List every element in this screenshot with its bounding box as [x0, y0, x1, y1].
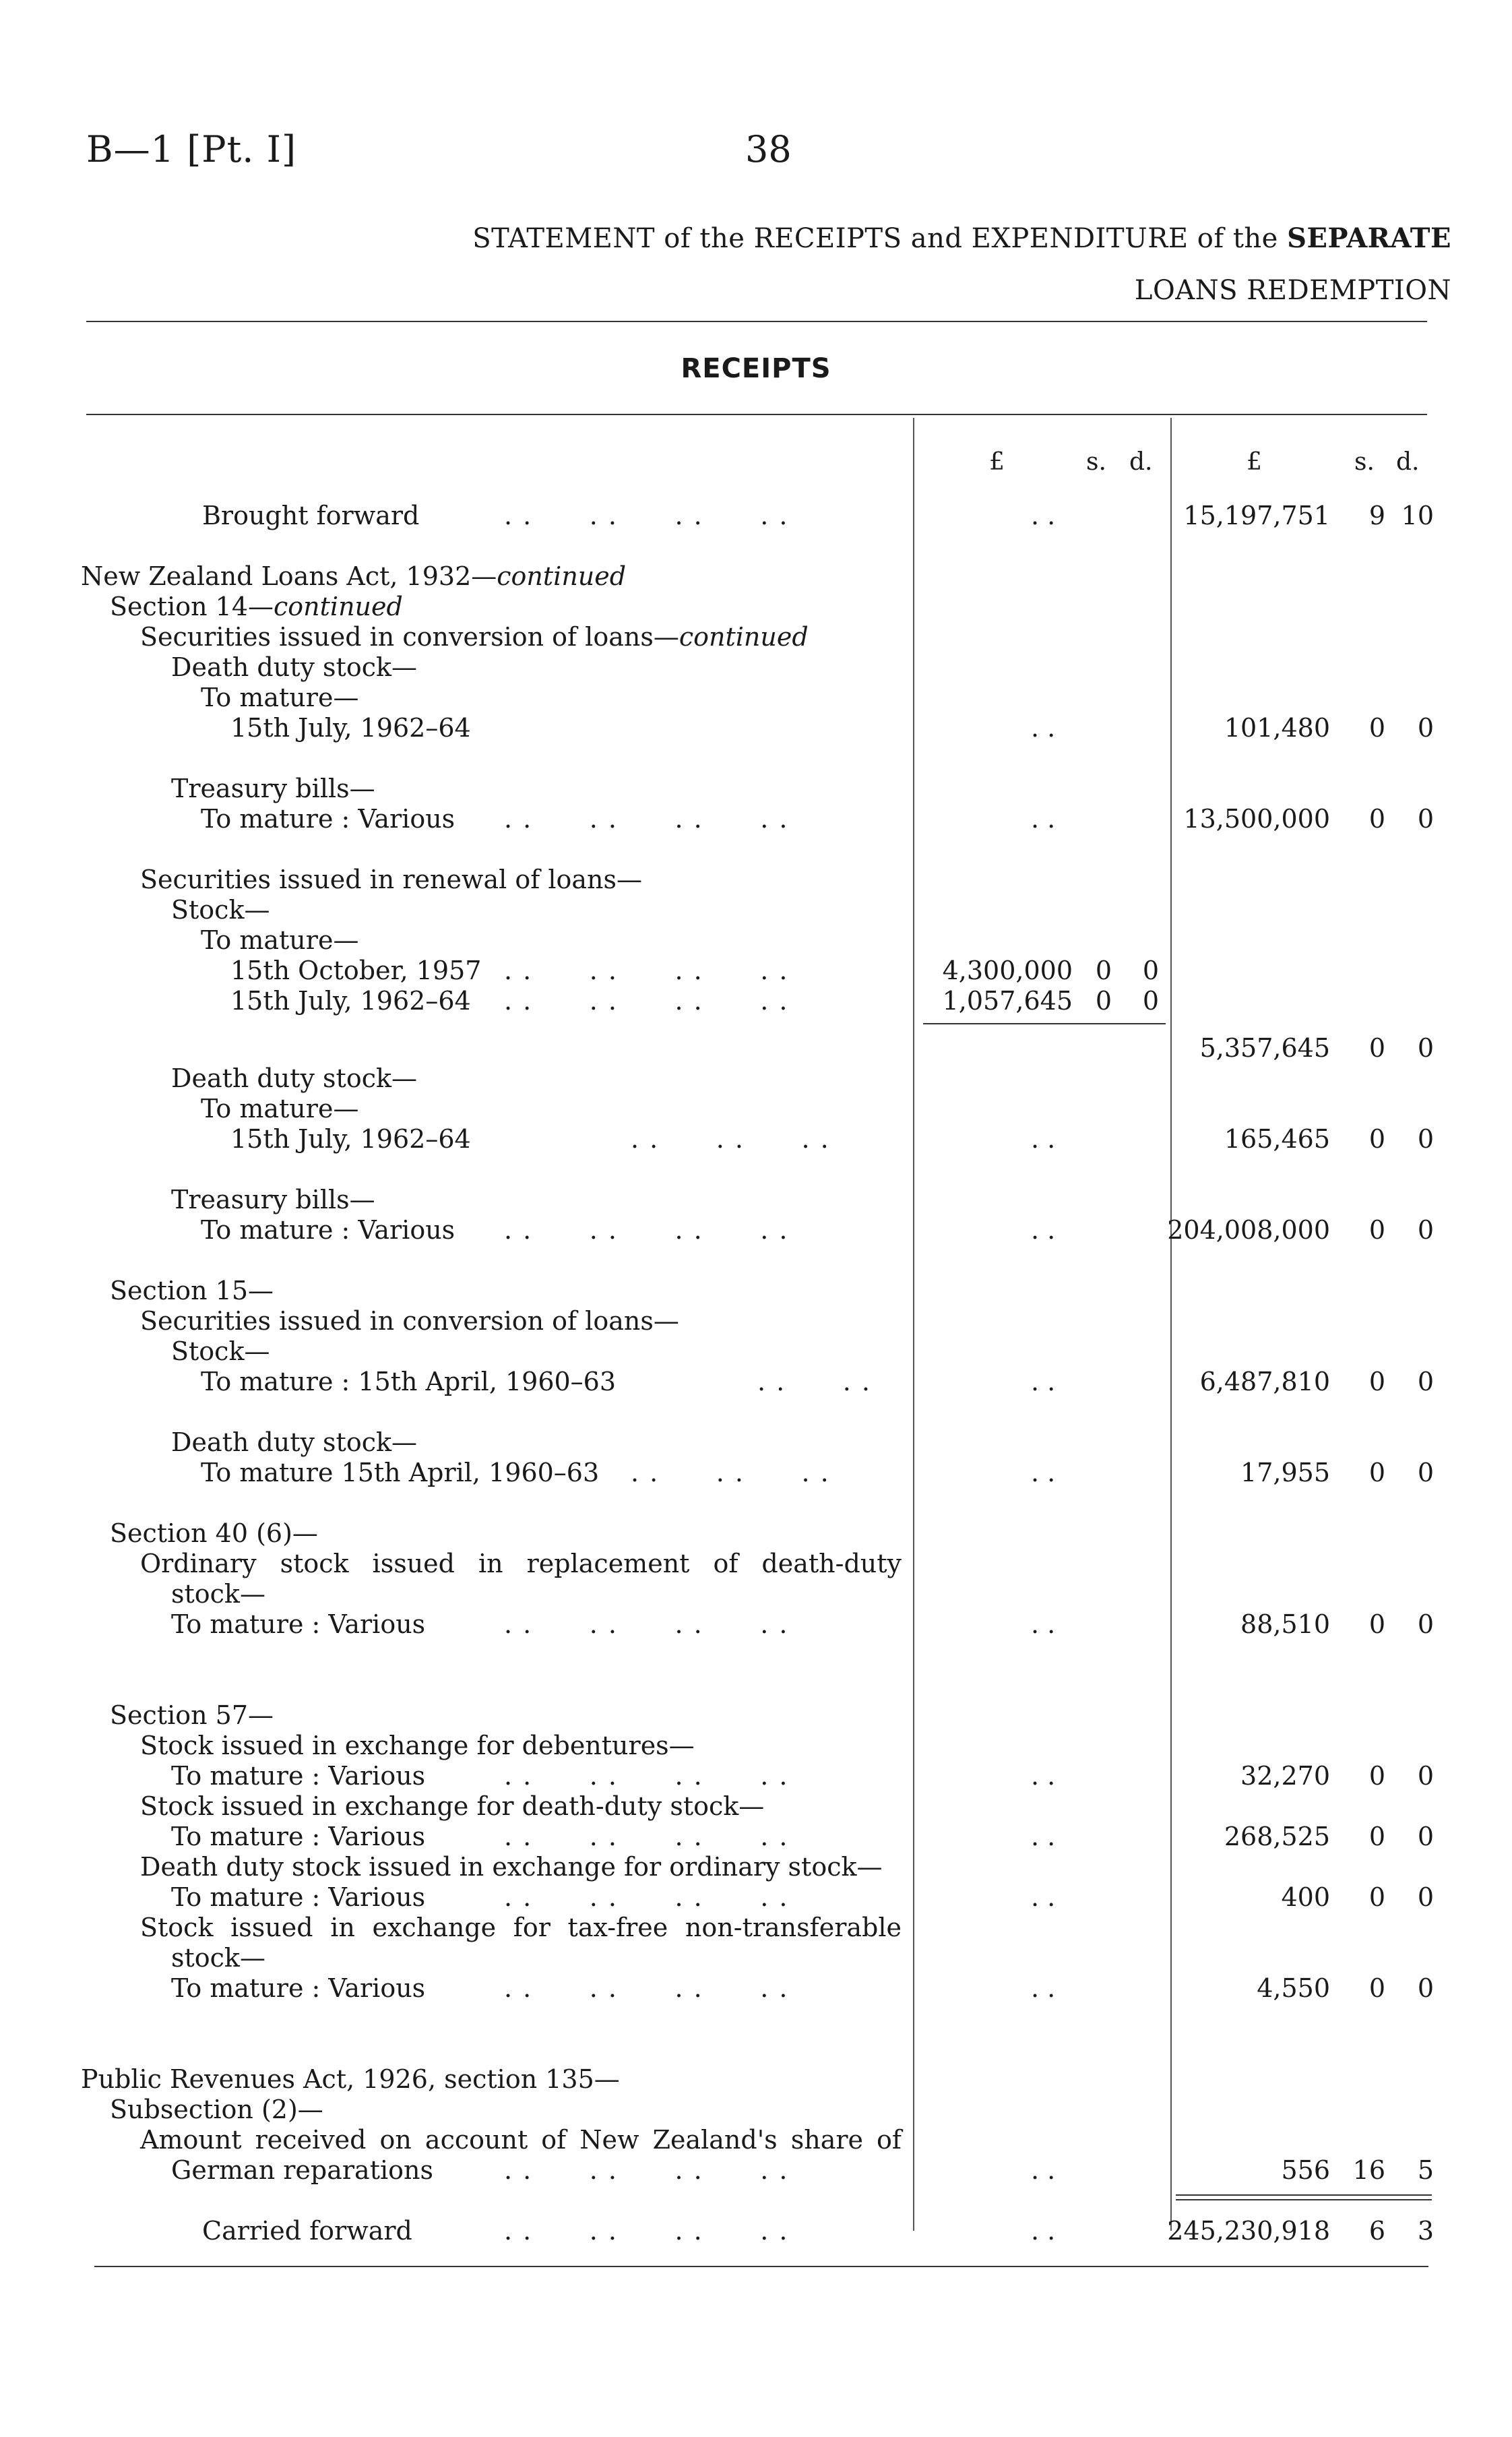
amount-pounds: 17,955: [1240, 1458, 1330, 1487]
statement-title: [472, 222, 1451, 254]
to-mature-various-label: To mature : Various: [171, 1973, 426, 2003]
leader-dots: . . . . . . . .: [504, 986, 789, 1016]
col1-placeholder: . .: [1031, 1458, 1056, 1487]
leader-dots: . . . . . . . .: [504, 1882, 789, 1912]
col1-placeholder: . .: [1031, 1973, 1056, 2003]
securities-renewal-heading: Securities issued in renewal of loans—: [140, 865, 643, 894]
leader-dots: . . . . . . . .: [504, 1822, 789, 1851]
to-mature-april-label: To mature : 15th April, 1960–63: [201, 1367, 617, 1396]
amount-pence: 3: [1417, 2216, 1434, 2246]
column-divider-1: [913, 418, 914, 2231]
amount-pounds: 245,230,918: [1167, 2216, 1330, 2246]
amount-pounds: 101,480: [1224, 713, 1330, 743]
stock-heading: Stock—: [171, 1336, 270, 1366]
col1-pence-header: d.: [1129, 448, 1153, 476]
col1-shillings-header: s.: [1086, 448, 1106, 476]
section-15-heading: Section 15—: [110, 1276, 274, 1305]
column-divider-2: [1170, 418, 1172, 2231]
leader-dots: . . . . . . . .: [504, 1215, 789, 1245]
stock-tax-free-label-cont: stock—: [171, 1943, 265, 1973]
to-mature-various-label: To mature : Various: [171, 1822, 426, 1851]
stock-tax-free-label: Stock issued in exchange for tax-free non-transferable: [140, 1913, 902, 1942]
col1-placeholder: . .: [1031, 1609, 1056, 1639]
securities-conversion-heading: Securities issued in conversion of loans—: [140, 1306, 679, 1336]
to-mature-heading: To mature—: [201, 925, 359, 955]
total-rule-lower: [1176, 2199, 1432, 2200]
to-mature-various-label: To mature : Various: [201, 804, 455, 834]
col1-placeholder: . .: [1031, 1822, 1056, 1851]
col2-pounds-header: £: [1247, 448, 1262, 476]
amount-pounds: 204,008,000: [1167, 1215, 1330, 1245]
death-duty-stock-heading: Death duty stock—: [171, 652, 418, 682]
amount-pence: 0: [1417, 1822, 1434, 1851]
amount-pence: 0: [1417, 1033, 1434, 1063]
treasury-bills-heading: Treasury bills—: [171, 774, 375, 803]
leader-dots: . . . . . . . .: [504, 804, 789, 834]
amount-shillings: 0: [1368, 1973, 1385, 2003]
amount-received-label: Amount received on account of New Zealand's share of: [140, 2125, 902, 2155]
amount-shillings: 9: [1368, 501, 1385, 530]
amount-shillings: 0: [1368, 1215, 1385, 1245]
col1-placeholder: . .: [1031, 1761, 1056, 1791]
leader-dots: . . . . . .: [631, 1124, 830, 1154]
col1-placeholder: . .: [1031, 804, 1056, 834]
public-revenues-heading: Public Revenues Act, 1926, section 135—: [81, 2064, 620, 2094]
col1-amount-pounds: 1,057,645: [942, 986, 1073, 1016]
leader-dots: . . . . . .: [631, 1458, 830, 1487]
maturity-date-label: 15th October, 1957: [230, 956, 482, 985]
amount-pounds: 13,500,000: [1183, 804, 1330, 834]
col1-placeholder: . .: [1031, 501, 1056, 530]
amount-pence: 10: [1401, 501, 1434, 530]
amount-pence: 0: [1417, 1973, 1434, 2003]
col2-pence-header: d.: [1396, 448, 1420, 476]
col1-placeholder: . .: [1031, 1367, 1056, 1396]
col1-amount-shillings: 0: [1095, 986, 1112, 1016]
col1-amount-pounds: 4,300,000: [942, 956, 1073, 985]
amount-shillings: 0: [1368, 713, 1385, 743]
amount-shillings: 0: [1368, 1458, 1385, 1487]
subsection-2-heading: Subsection (2)—: [110, 2095, 323, 2124]
amount-shillings: 0: [1368, 804, 1385, 834]
amount-pounds: 165,465: [1224, 1124, 1330, 1154]
stock-death-duty-label: Stock issued in exchange for death-duty stock—: [140, 1791, 765, 1821]
amount-pence: 0: [1417, 804, 1434, 834]
leader-dots: . . . . . . . .: [504, 1609, 789, 1639]
page-number: 38: [745, 128, 792, 171]
title-bold: SEPARATE: [1287, 222, 1451, 254]
col1-amount-pence: 0: [1142, 956, 1159, 985]
maturity-date-label: 15th July, 1962–64: [230, 986, 471, 1016]
col1-placeholder: . .: [1031, 1882, 1056, 1912]
amount-shillings: 0: [1368, 1367, 1385, 1396]
to-mature-various-label: To mature : Various: [201, 1215, 455, 1245]
leader-dots: . . . .: [757, 1367, 871, 1396]
amount-shillings: 6: [1368, 2216, 1385, 2246]
german-reparations-label: German reparations: [171, 2155, 433, 2185]
statement-title-line2: LOANS REDEMPTION: [1134, 275, 1451, 306]
treasury-bills-heading: Treasury bills—: [171, 1185, 375, 1214]
amount-shillings: 0: [1368, 1124, 1385, 1154]
stock-debentures-label: Stock issued in exchange for debentures—: [140, 1731, 695, 1760]
amount-pounds: 15,197,751: [1183, 501, 1330, 530]
to-mature-various-label: To mature : Various: [171, 1761, 426, 1791]
death-duty-ordinary-label: Death duty stock issued in exchange for ordinary stock—: [140, 1852, 883, 1882]
securities-conversion-heading: Securities issued in conversion of loans—continued: [140, 622, 809, 652]
col1-placeholder: . .: [1031, 2216, 1056, 2246]
to-mature-various-label: To mature : Various: [171, 1882, 426, 1912]
amount-pounds: 268,525: [1224, 1822, 1330, 1851]
to-mature-heading: To mature—: [201, 683, 359, 712]
ordinary-stock-label-cont: stock—: [171, 1579, 265, 1609]
brought-forward-label: Brought forward: [202, 501, 420, 530]
amount-pence: 0: [1417, 1761, 1434, 1791]
amount-shillings: 0: [1368, 1033, 1385, 1063]
leader-dots: . . . . . . . .: [504, 956, 789, 985]
bottom-rule: [94, 2266, 1428, 2267]
maturity-date-label: 15th July, 1962–64: [230, 713, 471, 743]
amount-shillings: 0: [1368, 1822, 1385, 1851]
leader-dots: . . . . . . . .: [504, 2155, 789, 2185]
death-duty-stock-heading: Death duty stock—: [171, 1063, 418, 1093]
col1-placeholder: . .: [1031, 713, 1056, 743]
carried-forward-label: Carried forward: [202, 2216, 412, 2246]
amount-pence: 5: [1417, 2155, 1434, 2185]
document-reference: B—1 [Pt. I]: [86, 128, 297, 171]
death-duty-stock-heading: Death duty stock—: [171, 1427, 418, 1457]
amount-pounds: 4,550: [1257, 1973, 1330, 2003]
ordinary-stock-label: Ordinary stock issued in replacement of death-duty: [140, 1549, 902, 1578]
leader-dots: . . . . . . . .: [504, 1973, 789, 2003]
amount-pence: 0: [1417, 713, 1434, 743]
leader-dots: . . . . . . . .: [504, 1761, 789, 1791]
to-mature-heading: To mature—: [201, 1094, 359, 1123]
to-mature-april-label: To mature 15th April, 1960–63: [201, 1458, 600, 1487]
col1-placeholder: . .: [1031, 1215, 1056, 1245]
amount-pence: 0: [1417, 1458, 1434, 1487]
amount-shillings: 16: [1352, 2155, 1385, 2185]
maturity-date-label: 15th July, 1962–64: [230, 1124, 471, 1154]
amount-shillings: 0: [1368, 1761, 1385, 1791]
col1-pounds-header: £: [989, 448, 1005, 476]
to-mature-various-label: To mature : Various: [171, 1609, 426, 1639]
act-heading: New Zealand Loans Act, 1932—continued: [81, 561, 627, 591]
amount-pence: 0: [1417, 1367, 1434, 1396]
amount-pence: 0: [1417, 1609, 1434, 1639]
section-40-heading: Section 40 (6)—: [110, 1518, 318, 1548]
amount-pounds: 32,270: [1240, 1761, 1330, 1791]
section-14-heading: Section 14—continued: [110, 592, 403, 621]
amount-pounds: 6,487,810: [1199, 1367, 1330, 1396]
title-text: STATEMENT of the RECEIPTS and EXPENDITURE of the: [472, 223, 1288, 254]
amount-pounds: 5,357,645: [1199, 1033, 1330, 1063]
amount-shillings: 0: [1368, 1882, 1385, 1912]
amount-pence: 0: [1417, 1215, 1434, 1245]
section-heading: RECEIPTS: [681, 353, 831, 384]
top-rule: [86, 321, 1427, 322]
amount-pence: 0: [1417, 1882, 1434, 1912]
col2-shillings-header: s.: [1354, 448, 1375, 476]
section-57-heading: Section 57—: [110, 1700, 274, 1730]
heading-rule: [86, 414, 1427, 415]
leader-dots: . . . . . . . .: [504, 501, 789, 530]
amount-pence: 0: [1417, 1124, 1434, 1154]
col1-amount-shillings: 0: [1095, 956, 1112, 985]
subtotal-rule: [923, 1023, 1166, 1024]
amount-shillings: 0: [1368, 1609, 1385, 1639]
leader-dots: . . . . . . . .: [504, 2216, 789, 2246]
col1-placeholder: . .: [1031, 1124, 1056, 1154]
col1-placeholder: . .: [1031, 2155, 1056, 2185]
amount-pounds: 400: [1281, 1882, 1330, 1912]
amount-pounds: 556: [1281, 2155, 1330, 2185]
col1-amount-pence: 0: [1142, 986, 1159, 1016]
total-rule-upper: [1176, 2194, 1432, 2196]
stock-heading: Stock—: [171, 895, 270, 925]
amount-pounds: 88,510: [1240, 1609, 1330, 1639]
